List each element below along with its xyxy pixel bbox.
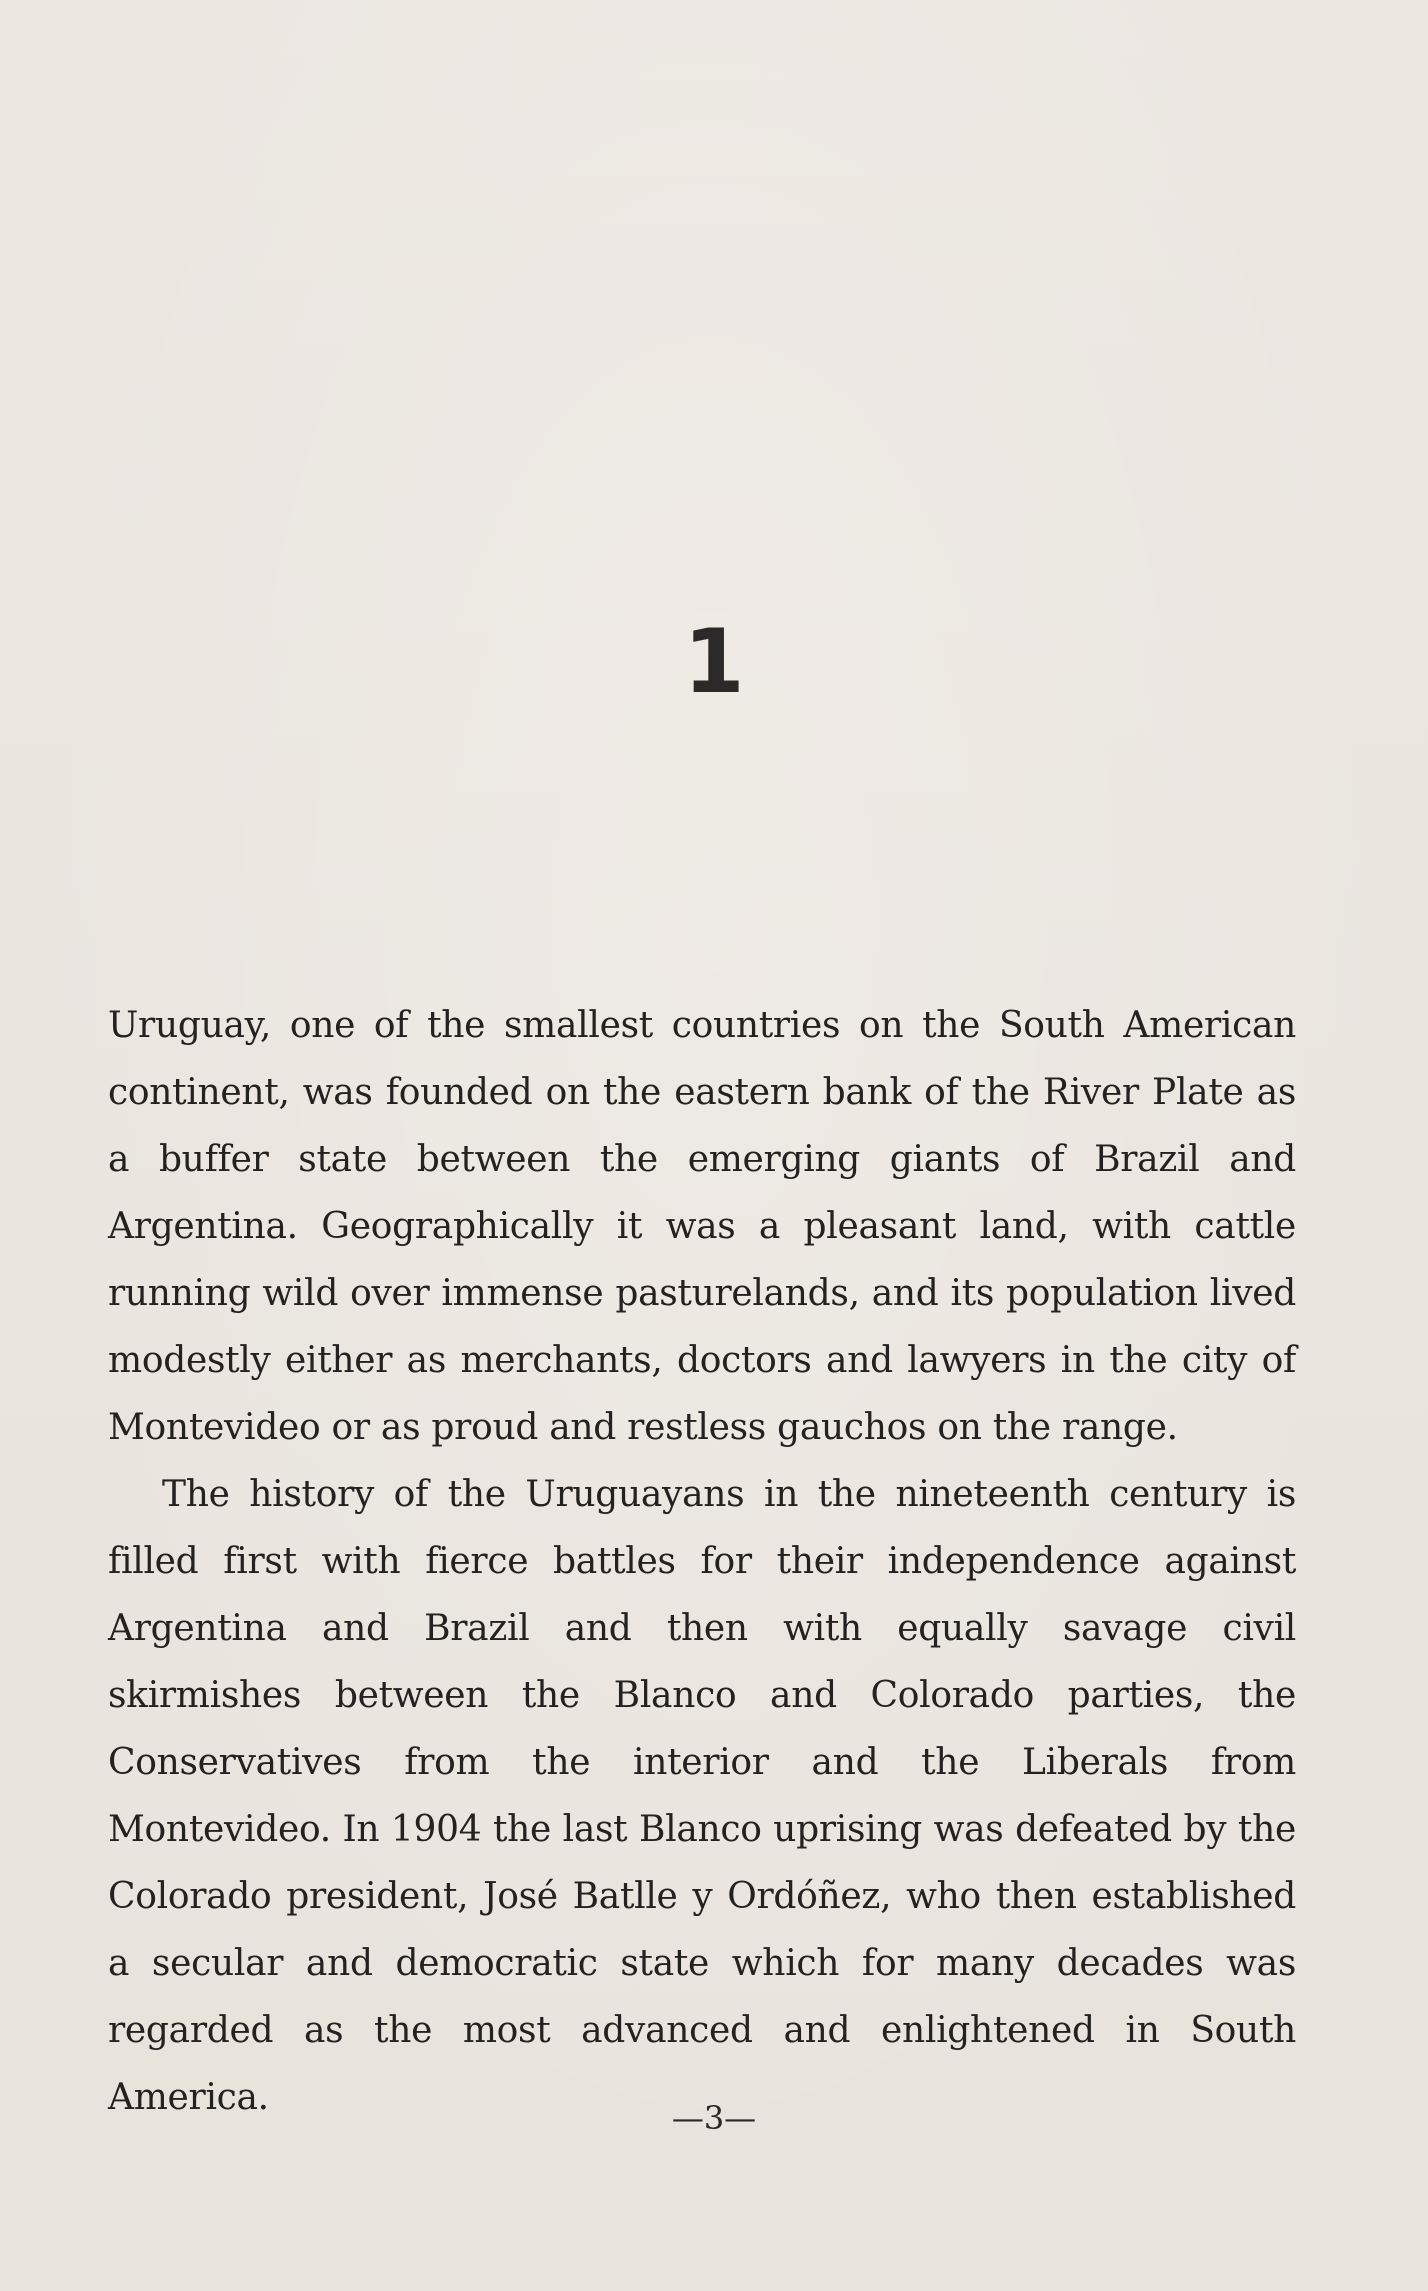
chapter-body — [108, 992, 1296, 2131]
paragraph-1: Uruguay, one of the smallest countries on the South American continent, was founded on the eastern bank of the River Plate as a buffer state between the emerging giants of Brazil and Argentina. Geographically it was a pleasant land, with cattle running wild over immense pasturelands, and its population lived modestly either as merchants, doctors and lawyers in the city of Montevideo or as proud and restless gauchos on the range. — [108, 1005, 1296, 1448]
page-number: —3— — [671, 2099, 757, 2137]
chapter-number: 1 — [683, 610, 745, 713]
paragraph-2: The history of the Uruguayans in the nineteenth century is filled first with fierce battles for their independence against Argentina and Brazil and then with equally savage civil skirmishes between the Blanco and Colorado parties, the Conservatives from the interior and the Liberals from Montevideo. In 1904 the last Blanco uprising was defeated by the Colorado president, José Batlle y Ordóñez, who then established a secular and democratic state which for many decades was regarded as the most advanced and enlightened in South America. — [108, 1474, 1296, 2118]
